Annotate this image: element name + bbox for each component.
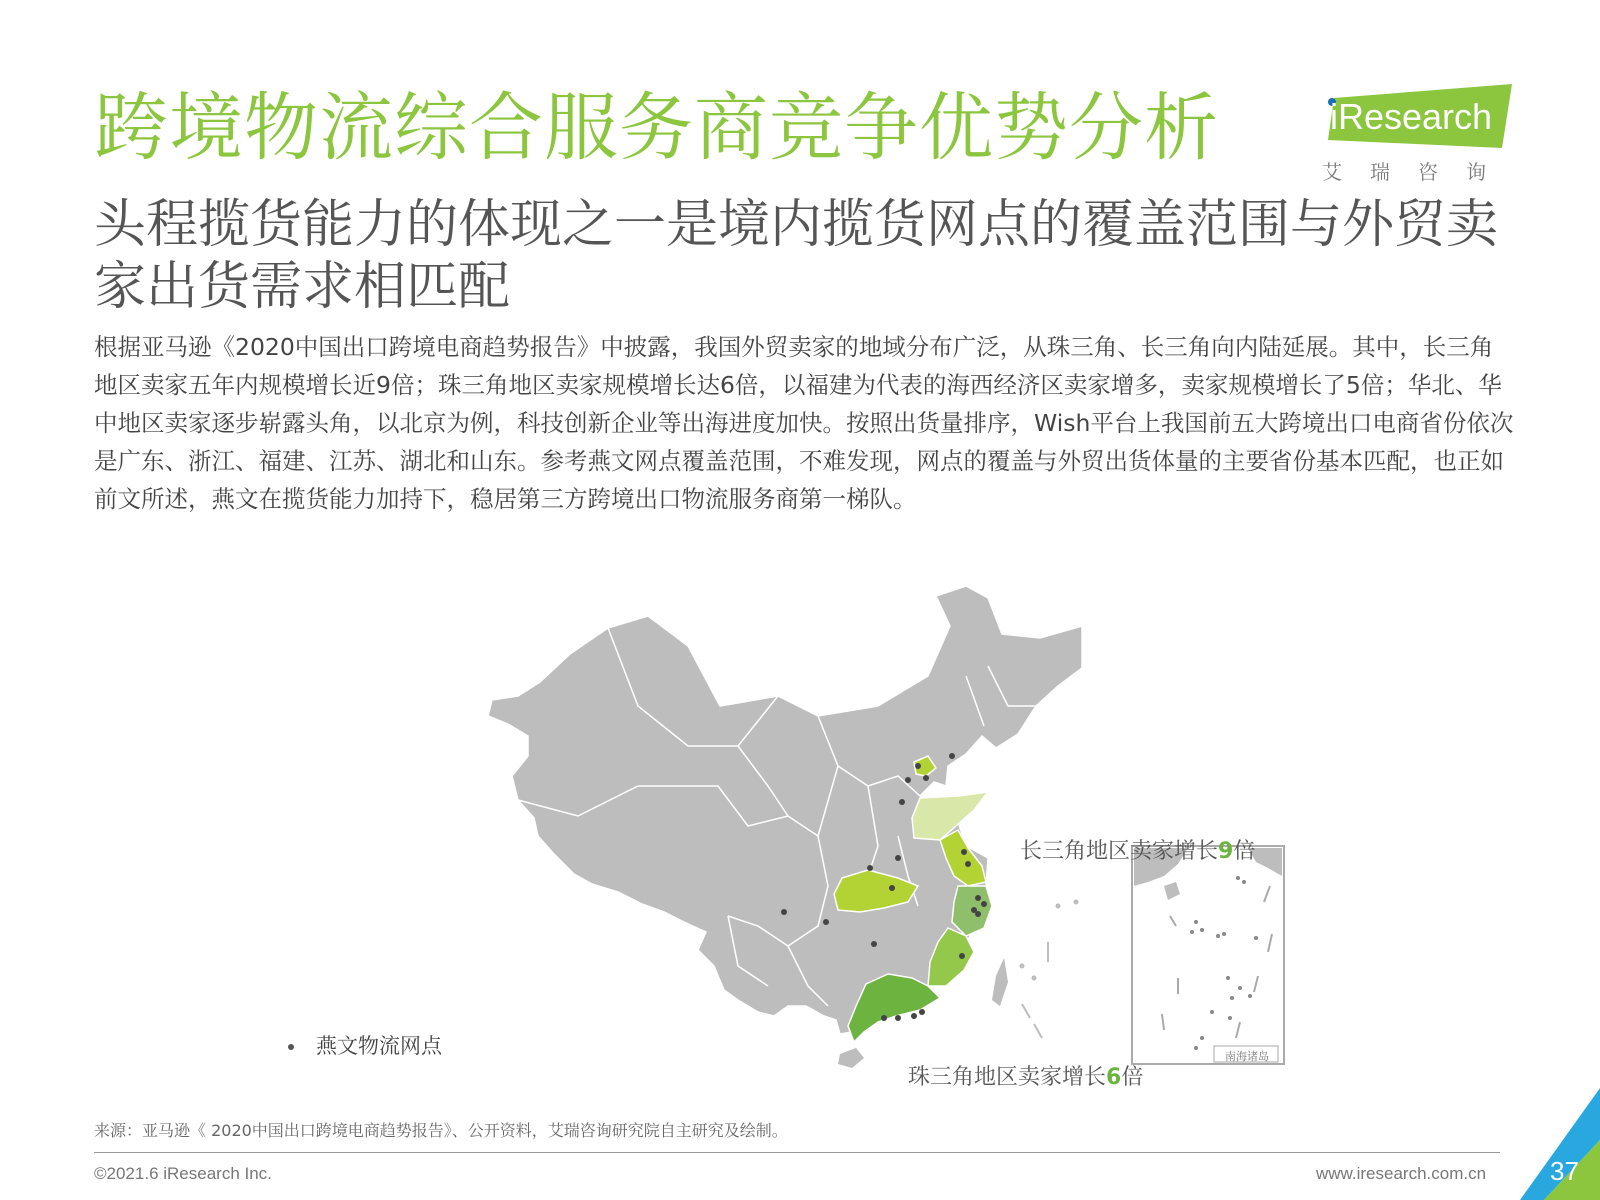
annotation-yrd-value: 9 [1218, 839, 1234, 864]
outlet-dot [949, 753, 955, 759]
outlet-dot [905, 777, 911, 783]
outlet-dot [881, 1015, 887, 1021]
annotation-prd-prefix: 珠三角地区卖家增长 [908, 1065, 1107, 1090]
outlet-dot [871, 941, 877, 947]
page-corner-decoration [1480, 1080, 1600, 1200]
outlet-dot [781, 909, 787, 915]
annotation-yangtze-delta [1020, 834, 1255, 865]
logo-chinese-text: 艾瑞咨询 [1322, 160, 1514, 184]
body-paragraph: 根据亚马逊《2020中国出口跨境电商趋势报告》中披露，我国外贸卖家的地域分布广泛，从珠三角、长三角向内陆延展。其中，长三角地区卖家五年内规模增长近9倍；珠三角地区卖家规模增长达6倍，以福建为代表的海西经济区卖家增多，卖家规模增长了5倍；华北、华中地区卖家逐步崭露头角，以北京为例，科技创新企业等出海进度加快。按照出货量排序，Wish平台上我国前五大跨境出口电商省份依次是广东、浙江、福建、江苏、湖北和山东。参考燕文网点覆盖范围，不难发现，网点的覆盖与外贸出货体量的主要省份基本匹配，也正如前文所述，燕文在揽货能力加持下，稳居第三方跨境出口物流服务商第一梯队。 [94, 333, 1514, 513]
outlet-dot [965, 861, 971, 867]
outlet-dot [823, 919, 829, 925]
outlet-dot [895, 855, 901, 861]
annotation-prd-value: 6 [1106, 1065, 1122, 1090]
inset-label: 南海诸岛 [1225, 1050, 1269, 1063]
legend-label: 燕文物流网点 [316, 1034, 442, 1058]
outlet-dot [959, 953, 965, 959]
outlet-dot [961, 849, 967, 855]
page-number: 37 [1550, 1156, 1579, 1186]
outlet-dot [975, 911, 981, 917]
annotation-yrd-suffix: 倍 [1233, 839, 1256, 864]
logo-text: iResearch [1330, 96, 1493, 137]
outlet-dot [867, 865, 873, 871]
page-title: 跨境物流综合服务商竞争优势分析 [94, 85, 1219, 171]
annotation-yrd-prefix: 长三角地区卖家增长 [1020, 839, 1219, 864]
page-subtitle: 头程揽货能力的体现之一是境内揽货网点的覆盖范围与外贸卖家出货需求相匹配 [94, 195, 1499, 317]
outlet-dot [975, 895, 981, 901]
island-hainan [838, 1048, 864, 1068]
map-legend [288, 1030, 442, 1060]
outlet-dot [923, 775, 929, 781]
annotation-pearl-delta [908, 1060, 1143, 1091]
website-link[interactable]: www.iresearch.com.cn [1316, 1164, 1487, 1183]
sea-dash-lines [1022, 942, 1048, 1038]
copyright-text: ©2021.6 iResearch Inc. [94, 1164, 272, 1183]
outlet-dot [889, 885, 895, 891]
china-mainland-shape [488, 586, 1082, 1034]
legend-dot-icon [288, 1044, 294, 1050]
small-islands [1020, 900, 1079, 981]
island-taiwan [992, 958, 1008, 1006]
outlet-dot [895, 1015, 901, 1021]
annotation-prd-suffix: 倍 [1121, 1065, 1144, 1090]
outlet-dot [911, 1013, 917, 1019]
outlet-dot [981, 901, 987, 907]
source-note: 来源：亚马逊《 2020中国出口跨境电商趋势报告》、公开资料，艾瑞咨询研究院自主研究及绘制。 [94, 1121, 788, 1140]
south-china-sea-inset [1132, 846, 1284, 1064]
outlet-dot [919, 1009, 925, 1015]
outlet-dot [915, 763, 921, 769]
footer-divider [94, 1152, 1500, 1153]
outlet-dot [899, 799, 905, 805]
iresearch-logo [1318, 84, 1518, 184]
